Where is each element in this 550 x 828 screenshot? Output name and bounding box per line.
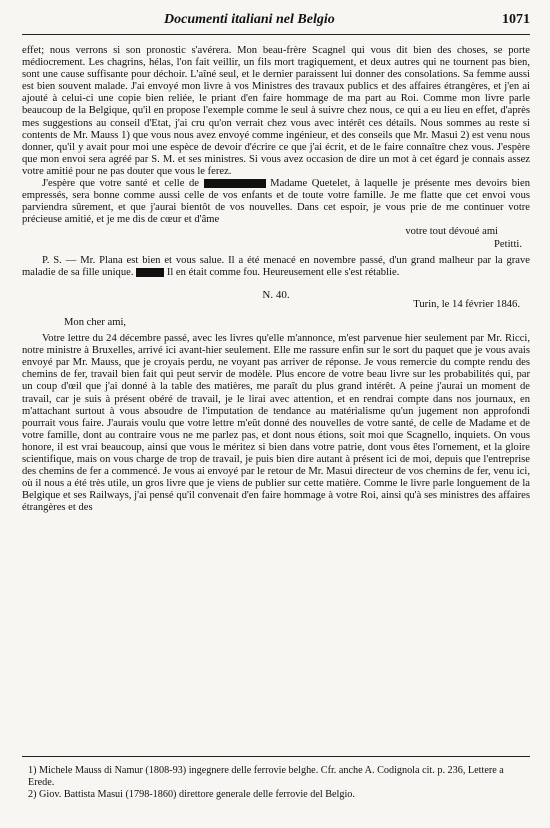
letter1-paragraph-1: effet; nous verrons si son pronostic s'avérera. Mon beau-frère Scagnel qui vous dit bien des choses, se porte médiocrement. Les chagrins, hélas, l'on fait veillir, un fils mort tragiquement, et deux autres qui ne tournent pas bien, sont une cause suffisante pour déchoir. L'aîné seul, et le dernier paraissent lui donner des consolations. Sa femme aussi est bien souvent malade. J'ai envoyé mon livre à vos Ministres des travaux publics et des affaires étrangères, et j'en ai ajouté à celui-ci une copie bien reliée, le priant d'en faire hommage de ma part au Roi. Comme mon livre parle beaucoup de la Belgique, qu'il en propose l'exemple comme le seul à suivre chez nous, ce qui a eu lieu en effet, d'après mes suggestions au conseil d'Etat, j'ai cru qu'on verrait chez vous avec intérêt ces détails. Nous sommes au reste si contents de Mr. Mauss 1) que vous nous avez envoyé comme ingénieur, et des conseils que Mr. Masui 2) est venu nous donner, qu'il y avait pour moi une espèce de devoir d'écrire ce que j'ai écrit, et de le faire connaître chez vous. J'espère que mon envoi sera agréé par S. M. et ses ministres. Si vous avez occasion de dire un mot à cet égard je connais assez votre amitié pour ne pas douter que vous le ferez.	[22, 45, 530, 177]
document-page	[22, 12, 530, 514]
letter2-paragraph-1: Votre lettre du 24 décembre passé, avec les livres qu'elle m'annonce, m'est parvenue hier seulement par Mr. Ricci, notre ministre à Bruxelles, arrivé ici avant-hier seulement. Elle me rassure enfin sur le sort du paquet que je vous avais envoyé par Mr. Mauss, que je croyais perdu, ne voyant pas arriver de réponse. Je vous remercie du compte rendu des chemins de fer, travail bien fait qui peut servir de modèle. Plus encore de votre beau livre sur les probabilités qui, par un coup d'œil que j'ai donné à la table des matières, me paraît du plus grand intérêt. A peine j'aurai un moment de travail, car je suis à présent obéré de travail, je le lirai avec attention, et en rendrai compte dans nos journaux, en m'attachant surtout à vous absoudre de l'imputation de tendance au matérialisme qu'un jugement non approfondi pourrait vous faire. J'aurais voulu que votre lettre m'eût donné des nouvelles de votre santé, de celle de Madame et de votre famille, dont au contraire vous ne me parlez pas, et dont nous étions, soit moi que Scagnello, inquiets. On vous honore, il est vrai beaucoup, ainsi que vous le méritez si bien dans votre patrie, dont vous êtes l'ornement, et la gloire scientifique, mais on vous charge de trop de travail, je puis bien dire autant à présent ici de moi, depuis que l'entreprise des chemins de fer a commencé. Je vous ai envoyé par le retour de Mr. Masui directeur de vos chemins de fer, venu ici, où il nous a été très utile, un gros livre que je viens de publier sur cette matière. Comme le livre parle longuement de la Belgique et ses Railways, j'ai pensé qu'il convenait d'en faire hommage à votre Roi, ainsi qu'à ses ministres des affaires étrangères et des	[22, 333, 530, 514]
redaction-mark	[136, 268, 164, 277]
letter1-closing: votre tout dévoué ami	[405, 226, 498, 238]
ps-label: P. S.	[42, 254, 62, 266]
letter1-paragraph-2-rest: Madame Quetelet, à laquelle je présente mes devoirs bien empressés, sera bonne comme aussi celle de vos enfants et de toute votre famille. Je me flatte que cet envoi vous parviendra sûrement, et que j'aurai bientôt de vos nouvelles. Dans cet espoir, je vous prie de me continuer votre précieuse amitié, et je me dis de cœur et d'âme	[22, 178, 530, 226]
page-header	[22, 12, 530, 35]
page-body	[22, 45, 530, 514]
letter1-signature: Petitti.	[494, 238, 522, 250]
redaction-mark	[204, 179, 266, 188]
letter1-paragraph-2	[22, 178, 530, 226]
letter-salutation: Mon cher ami,	[64, 316, 127, 328]
letter1-postscript	[22, 255, 530, 279]
letter-number: N. 40.	[262, 288, 290, 301]
ps-text-2: Il a été menacé en novembre passé, d'un grand malheur par la grave maladie de sa fille unique.	[22, 254, 531, 278]
letter-date: Turin, le 14 février 1846.	[413, 298, 520, 310]
footnotes	[22, 756, 530, 801]
footnote-1: 1) Michele Mauss di Namur (1808-93) ingegnere delle ferrovie belghe. Cfr. anche A. Codignola cit. p. 236, Lettere a Erede.	[28, 765, 504, 788]
page-number: 1071	[502, 12, 530, 27]
ps-text-1: — Mr. Plana est bien et vous salue.	[65, 254, 225, 266]
ps-text-3: Il en était comme fou. Heureusement elle s'est rétablie.	[166, 266, 400, 278]
running-title: Documenti italiani nel Belgio	[164, 12, 335, 27]
footnote-2: 2) Giov. Battista Masui (1798-1860) direttore generale delle ferrovie del Belgio.	[28, 789, 355, 800]
letter1-paragraph-2-start: J'espère que votre santé et celle de	[42, 178, 199, 190]
